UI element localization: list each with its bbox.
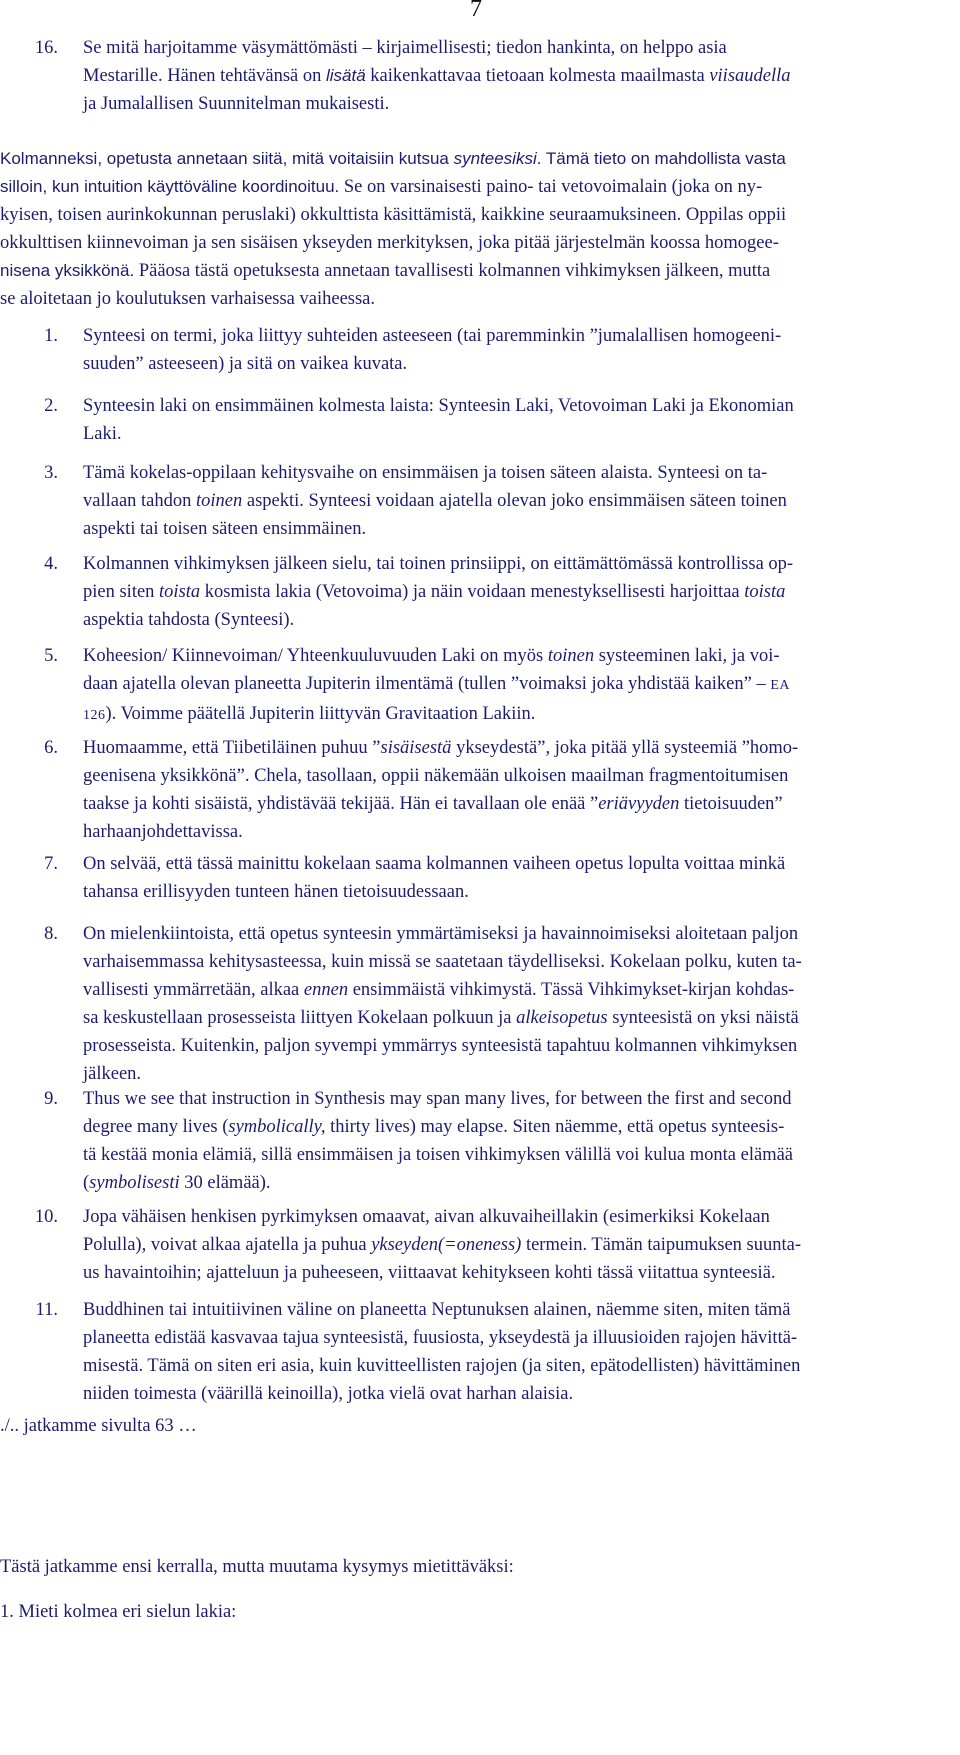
list-item-number: 4. (44, 554, 58, 574)
list-item-3 (0, 459, 952, 543)
list-item-text (83, 1085, 952, 1197)
text-line: tä kestää monia elämiä, sillä ensimmäisen ja toisen vihkimyksen välillä voi kulua monta elämää (83, 1145, 794, 1165)
list-item-text (83, 322, 952, 378)
text-line: taakse ja kohti sisäistä, yhdistävää tekijää. Hän ei tavallaan ole enää ”eriävyyden tietoisuuden” (83, 794, 783, 814)
list-item-11 (0, 1296, 952, 1408)
text-line: Mestarille. Hänen tehtävänsä on lisätä kaikenkattavaa tietoaan kolmesta maailmasta viisaudella (83, 66, 791, 86)
list-item-text (83, 642, 952, 730)
text-line: Jopa vähäisen henkisen pyrkimyksen omaavat, aivan alkuvaiheillakin (esimerkiksi Kokelaan (83, 1207, 770, 1227)
list-item-number: 2. (44, 396, 58, 416)
text-line: varhaisemmassa kehitysasteessa, kuin missä se saatetaan täydelliseksi. Kokelaan polku, kuten ta- (83, 952, 802, 972)
text-line: Buddhinen tai intuitiivinen väline on planeetta Neptunuksen alainen, näemme siten, miten tämä (83, 1300, 791, 1320)
list-item-10 (0, 1203, 952, 1287)
list-item-8 (0, 920, 952, 1088)
text-line: Polulla), voivat alkaa ajatella ja puhua ykseyden(=oneness) termein. Tämän taipumuksen suunta- (83, 1235, 801, 1255)
text-line: Tämä kokelas-oppilaan kehitysvaihe on ensimmäisen ja toisen säteen alaista. Synteesi on ta- (83, 463, 768, 483)
text-line: degree many lives (symbolically, thirty lives) may elapse. Siten näemme, että opetus synteesis- (83, 1117, 785, 1137)
text-line: kyisen, toisen aurinkokunnan peruslaki) okkulttista käsittämistä, kaikkine seuraamuksineen. Oppilas oppii (0, 205, 787, 225)
list-item-text (83, 459, 952, 543)
list-item-4 (0, 550, 952, 634)
text-line: pien siten toista kosmista lakia (Vetovoima) ja näin voidaan menestyksellisesti harjoittaa toista (83, 582, 786, 602)
text-line: se aloitetaan jo koulutuksen varhaisessa vaiheessa. (0, 289, 376, 309)
text-line: Koheesion/ Kiinnevoiman/ Yhteenkuuluvuuden Laki on myös toinen systeeminen laki, ja voi- (83, 646, 780, 666)
closing-text: Tästä jatkamme ensi kerralla, mutta muutama kysymys mietittäväksi: (0, 1557, 514, 1577)
list-item-number: 9. (44, 1089, 58, 1109)
text-line: 126). Voimme päätellä Jupiterin liittyvän Gravitaation Lakiin. (83, 704, 536, 724)
text-line: Synteesin laki on ensimmäinen kolmesta laista: Synteesin Laki, Vetovoiman Laki ja Ekonomian (83, 396, 794, 416)
text-line: Laki. (83, 424, 122, 444)
list-item-text (83, 850, 952, 906)
list-item-2 (0, 392, 952, 448)
list-item-6 (0, 734, 952, 846)
text-line: misestä. Tämä on siten eri asia, kuin kuvitteellisten rajojen (ja siten, epätodellisten) hävittäminen (83, 1356, 801, 1376)
text-line: daan ajatella olevan planeetta Jupiterin ilmentämä (tullen ”voimaksi joka yhdistää kaiken” – EA (83, 674, 791, 694)
text-line: us havaintoihin; ajatteluun ja puheeseen, viittaavat kehitykseen kohti tässä viitattua synteesiä. (83, 1263, 776, 1283)
list-item-number: 1. (44, 326, 58, 346)
text-line: nisena yksikkönä. Pääosa tästä opetuksesta annetaan tavallisesti kolmannen vihkimyksen jälkeen, mutta (0, 261, 771, 281)
list-item-text (83, 550, 952, 634)
text-line: aspektia tahdosta (Synteesi). (83, 610, 295, 630)
list-item-9 (0, 1085, 952, 1197)
list-item-text (83, 734, 952, 846)
text-line: geenisena yksikkönä”. Chela, tasollaan, oppii näkemään ulkoisen maailman fragmentoitumisen (83, 766, 789, 786)
text-line: silloin, kun intuition käyttöväline koordinoituu. Se on varsinaisesti paino- tai vetovoimalain (joka on ny- (0, 177, 763, 197)
text-line: Huomaamme, että Tiibetiläinen puhuu ”sisäisestä ykseydestä”, joka pitää yllä systeemiä ”homo- (83, 738, 799, 758)
list-item-number: 5. (44, 646, 58, 666)
text-line: suuden” asteeseen) ja sitä on vaikea kuvata. (83, 354, 408, 374)
text-line: tahansa erillisyyden tunteen hänen tietoisuudessaan. (83, 882, 469, 902)
text-line: okkulttisen kiinnevoiman ja sen sisäisen ykseyden merkityksen, joka pitää järjestelmän koossa homogee- (0, 233, 779, 253)
text-line: Thus we see that instruction in Synthesis may span many lives, for between the first and second (83, 1089, 792, 1109)
list-item-text (83, 34, 952, 118)
text-line: vallaan tahdon toinen aspekti. Synteesi voidaan ajatella olevan joko ensimmäisen säteen toinen (83, 491, 787, 511)
list-item-number: 8. (44, 924, 58, 944)
text-line: Se mitä harjoitamme väsymättömästi – kirjaimellisesti; tiedon hankinta, on helppo asia (83, 38, 727, 58)
list-item-text (83, 920, 952, 1088)
text-line: jälkeen. (83, 1064, 142, 1084)
text-line: aspekti tai toisen säteen ensimmäinen. (83, 519, 367, 539)
list-item-7 (0, 850, 952, 906)
text-line: harhaanjohdettavissa. (83, 822, 243, 842)
text-line: vallisesti ymmärretään, alkaa ennen ensimmäistä vihkimystä. Tässä Vihkimykset-kirjan kohdas- (83, 980, 795, 1000)
question-1: 1. Mieti kolmea eri sielun lakia: (0, 1602, 237, 1622)
text-line: Kolmanneksi, opetusta annetaan siitä, mitä voitaisiin kutsua synteesiksi. Tämä tieto on mahdollista vasta (0, 149, 786, 168)
list-item-text (83, 392, 952, 448)
text-line: planeetta edistää kasvavaa tajua synteesistä, fuusiosta, ykseydestä ja illuusioiden rajojen hävittä- (83, 1328, 798, 1348)
text-line: Kolmannen vihkimyksen jälkeen sielu, tai toinen prinsiippi, on eittämättömässä kontrollissa op- (83, 554, 794, 574)
page-number: 7 (470, 0, 482, 22)
list-item-16 (0, 34, 952, 118)
list-item-number: 10. (34, 1207, 58, 1227)
text-line: prosesseista. Kuitenkin, paljon syvempi ymmärrys synteesistä tapahtuu kolmannen vihkimyksen (83, 1036, 798, 1056)
list-item-number: 7. (44, 854, 58, 874)
list-item-text (83, 1296, 952, 1408)
list-item-number: 6. (44, 738, 58, 758)
continue-note: ./.. jatkamme sivulta 63 … (0, 1416, 197, 1436)
text-line: sa keskustellaan prosesseista liittyen Kokelaan polkuun ja alkeisopetus synteesistä on yksi näistä (83, 1008, 799, 1028)
text-line: niiden toimesta (väärillä keinoilla), jotka vielä ovat harhan alaisia. (83, 1384, 574, 1404)
text-line: On selvää, että tässä mainittu kokelaan saama kolmannen vaiheen opetus lopulta voittaa minkä (83, 854, 786, 874)
list-item-text (83, 1203, 952, 1287)
list-item-number: 16. (34, 38, 58, 58)
list-item-5 (0, 642, 952, 730)
text-line: (symbolisesti 30 elämää). (83, 1173, 271, 1193)
text-line: On mielenkiintoista, että opetus synteesin ymmärtämiseksi ja havainnoimiseksi aloitetaan paljon (83, 924, 799, 944)
text-line: ja Jumalallisen Suunnitelman mukaisesti. (83, 94, 390, 114)
list-item-1 (0, 322, 952, 378)
intro-paragraph (0, 145, 952, 313)
list-item-number: 11. (35, 1300, 58, 1320)
text-line: Synteesi on termi, joka liittyy suhteiden asteeseen (tai paremminkin ”jumalallisen homogeeni- (83, 326, 782, 346)
list-item-number: 3. (44, 463, 58, 483)
